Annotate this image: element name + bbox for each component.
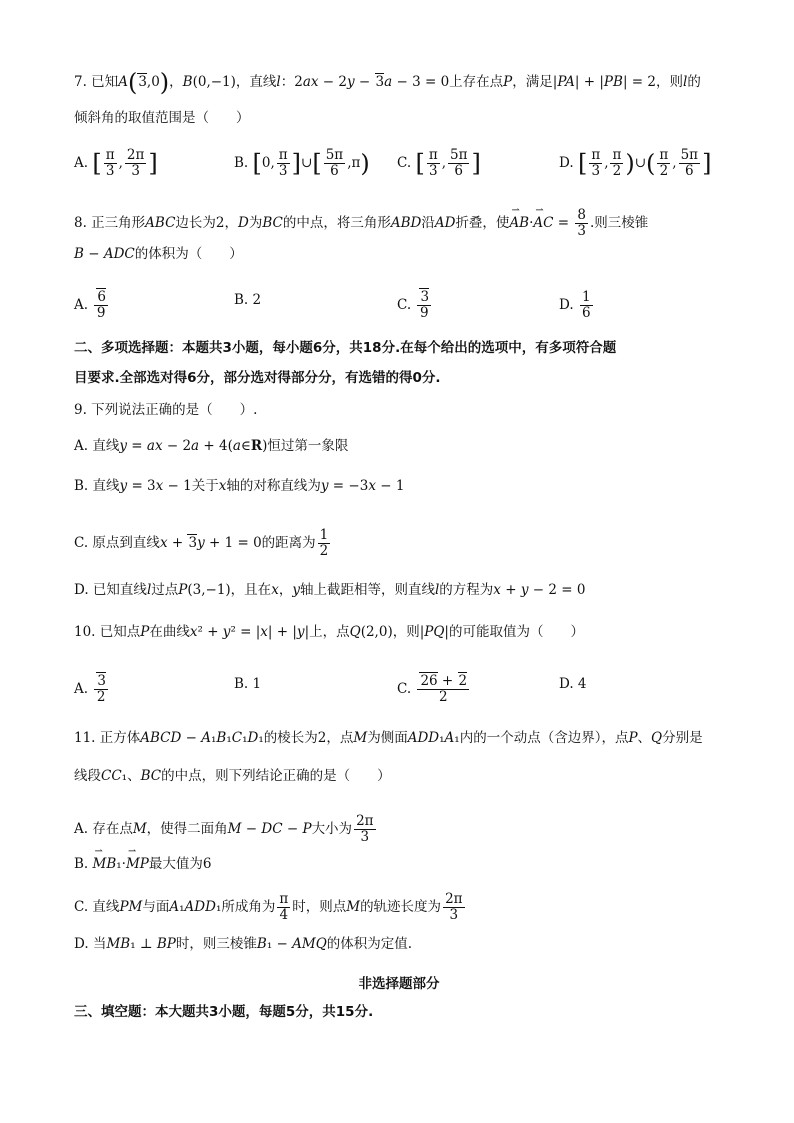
q11-option-a: A. 存在点M，使得二面角M − DC − P大小为 $\frac{2\pi}{3}$: [74, 813, 374, 845]
part-title: 非选择题部分: [358, 976, 440, 992]
q7-option-b: B. [0, $\frac{\pi}{3}$ ]∪[ $\frac{5\pi}{6}$ ,π): [234, 147, 370, 179]
q7-option-c: C. [ $\frac{\pi}{3}$ , $\frac{5\pi}{6}$ ]: [397, 147, 481, 179]
q11-stem: 11. 正方体ABCD − A₁B₁C₁D₁的棱长为2，点M为侧面ADD₁A₁内的一个动点（含边界），点P、Q分别是: [74, 730, 703, 746]
q8-option-b: B. 2: [234, 292, 262, 308]
q8-option-a: A. $\frac{6}{9}$: [74, 289, 106, 321]
q9-option-b: B. 直线y = 3x − 1关于x轴的对称直线为y = −3x − 1: [74, 478, 405, 494]
q7-stem-2: 倾斜角的取值范围是（ ）: [74, 110, 250, 126]
q7-number: 7.: [74, 74, 87, 90]
q7-option-d: D. [ $\frac{\pi}{3}$ , $\frac{\pi}{2}$ )∪( $\frac{\pi}{2}$ , $\frac{5\pi}{6}$ ]: [559, 147, 712, 179]
q11-option-b: B. ⇀ MB₁·⇀ MP最大值为6: [74, 854, 211, 874]
q8-stem: 8. 正三角形ABC边长为2，D为BC的中点，将三角形ABD沿AD折叠，使⇀ AB·⇀ AC = $\frac{8}{3}$ .则三棱锥: [74, 208, 648, 239]
q8-stem-2: B − ADC的体积为（ ）: [74, 246, 243, 262]
q11-option-d: D. 当MB₁ ⊥ BP时，则三棱锥B₁ − AMQ的体积为定值.: [74, 936, 413, 952]
q11-stem-2: 线段CC₁、BC的中点，则下列结论正确的是（ ）: [74, 768, 391, 784]
q8-option-c: C. $\frac{3}{9}$: [397, 289, 430, 321]
q11-option-c: C. 直线PM与面A₁ADD₁所成角为 $\frac{\pi}{4}$ 时，则点M的轨迹长度为 $\frac{2\pi}{3}$: [74, 891, 463, 923]
q9-stem: 9. 下列说法正确的是（ ）.: [74, 402, 258, 418]
q10-option-d: D. 4: [559, 676, 587, 692]
q9-option-a: A. 直线y = ax − 2a + 4(a∈R)恒过第一象限: [74, 438, 349, 454]
section-2-heading-2: 目要求.全部选对得6分，部分选对得部分分，有选错的得0分.: [74, 370, 441, 386]
q10-option-c: C. $\frac{26 + 2}{2}$: [397, 673, 468, 705]
q8-option-d: D. $\frac{1}{6}$: [559, 289, 591, 321]
q9-option-d: D. 已知直线l过点P(3,−1)，且在x，y轴上截距相等，则直线l的方程为x + y − 2 = 0: [74, 582, 586, 598]
q7-stem: 7. 已知A(3,0)，B(0,−1)，直线l：2ax − 2y − 3a − 3 = 0上存在点P，满足|PA| + |PB| = 2，则l的: [74, 68, 701, 97]
q10-stem: 10. 已知点P在曲线x² + y² = |x| + |y|上，点Q(2,0)，则|PQ|的可能取值为（ ）: [74, 624, 584, 640]
q10-option-a: A. $\frac{3}{2}$: [74, 673, 106, 705]
section-2-heading: 二、多项选择题：本题共3小题，每小题6分，共18分.在每个给出的选项中，有多项符合题: [74, 340, 617, 356]
q7-option-a: A. [ $\frac{\pi}{3}$ , $\frac{2\pi}{3}$ ]: [74, 147, 158, 179]
q10-option-b: B. 1: [234, 676, 262, 692]
q9-option-c: C. 原点到直线x + 3y + 1 = 0的距离为 $\frac{1}{2}$: [74, 527, 329, 559]
section-3-heading: 三、填空题：本大题共3小题，每题5分，共15分.: [74, 1004, 374, 1020]
